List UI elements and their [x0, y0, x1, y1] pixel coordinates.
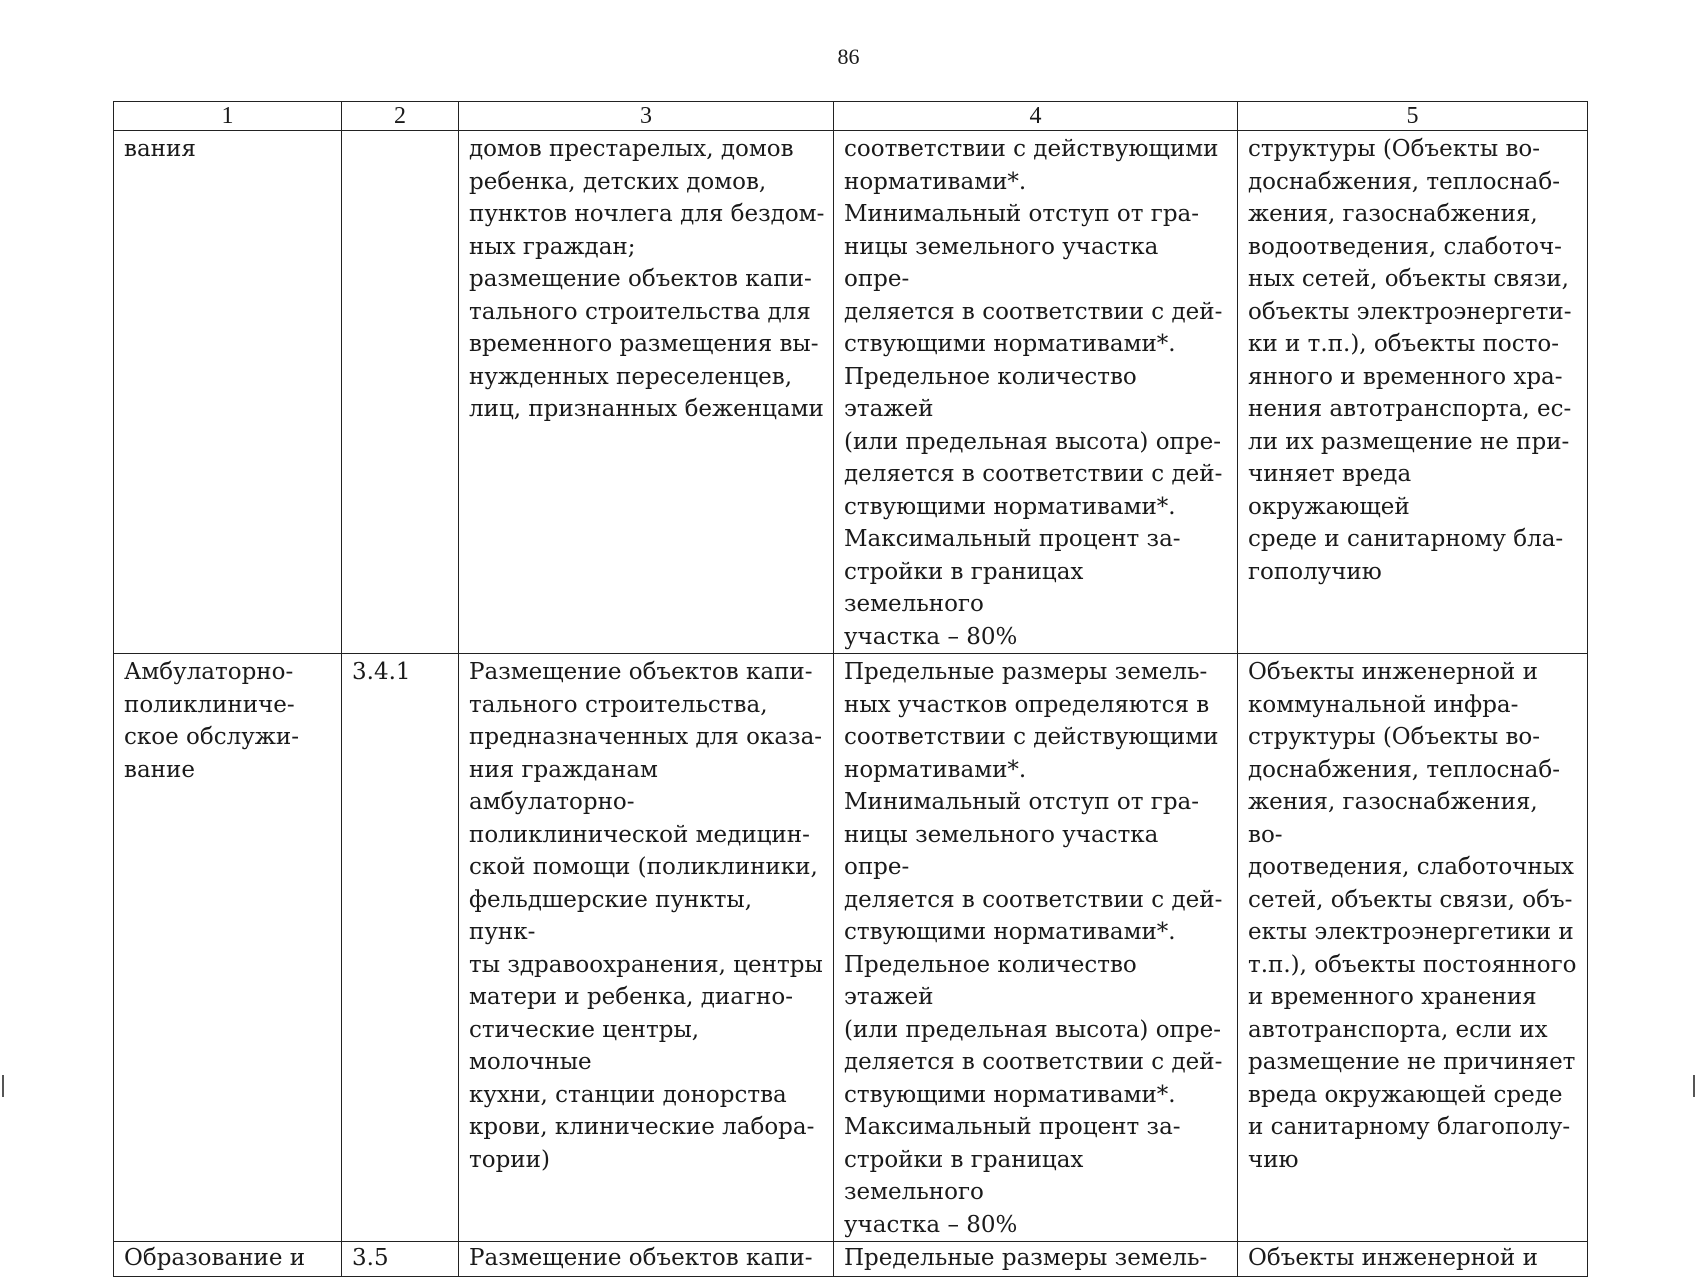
- cell-use-description: Размещение объектов капи-: [459, 1242, 834, 1277]
- table-row-continued: [114, 131, 1588, 654]
- cell-use-code: [342, 131, 459, 654]
- cell-use-name: Амбулаторно- поликлиниче- ское обслужи- вание: [114, 654, 342, 1242]
- cell-use-code: 3.5: [342, 1242, 459, 1277]
- cell-auxiliary-uses: Объекты инженерной и коммунальной инфра- структуры (Объекты во- доснабжения, теплоснаб- жения, газоснабжения, во- доотведения, слаботочных сетей, объекты связи, объ- екты электроэнергетики и т.п.), объекты постоянного и временного хранения автотранспорта, если их размещение не причиняет вреда окружающей среде и санитарному благополу- чию: [1238, 654, 1588, 1242]
- cell-use-name: Образование и: [114, 1242, 342, 1277]
- column-number-2: 2: [342, 102, 459, 131]
- page-number: 86: [837, 44, 860, 69]
- cell-use-description: Размещение объектов капи- тального строительства, предназначенных для оказа- ния гражданам амбулаторно- поликлинической медицин- ской помощи (поликлиники, фельдшерские пункты, пунк- ты здравоохранения, центры матери и ребенка, диагно- стические центры, молочные кухни, станции донорства крови, клинические лабора- тории): [459, 654, 834, 1242]
- cell-limit-parameters: Предельные размеры земель-: [834, 1242, 1238, 1277]
- cell-auxiliary-uses: структуры (Объекты во- доснабжения, теплоснаб- жения, газоснабжения, водоотведения, слаботоч- ных сетей, объекты связи, объекты электроэнергети- ки и т.п.), объекты посто- янного и временного хра- нения автотранспорта, ес- ли их размещение не при- чиняет вреда окружающей среде и санитарному бла- гополучию: [1238, 131, 1588, 654]
- cell-auxiliary-uses: Объекты инженерной и: [1238, 1242, 1588, 1277]
- cell-use-code: 3.4.1: [342, 654, 459, 1242]
- column-number-4: 4: [834, 102, 1238, 131]
- column-number-1: 1: [114, 102, 342, 131]
- table-row-ambulatory: [114, 654, 1588, 1242]
- cell-use-description: домов престарелых, домов ребенка, детских домов, пунктов ночлега для бездом- ных граждан; размещение объектов капи- тального строительства для временного размещения вы- нужденных переселенцев, лиц, признанных беженцами: [459, 131, 834, 654]
- column-number-3: 3: [459, 102, 834, 131]
- scan-edge-mark-left: [2, 1075, 4, 1097]
- cell-limit-parameters: соответствии с действующими нормативами*. Минимальный отступ от гра- ницы земельного участка опре- деляется в соответствии с дей- ствующими нормативами*. Предельное количество этажей (или предельная высота) опре- деляется в соответствии с дей- ствующими нормативами*. Максимальный процент за- стройки в границах земельного участка – 80%: [834, 131, 1238, 654]
- cell-use-name: вания: [114, 131, 342, 654]
- table-header-row: [114, 102, 1588, 131]
- cell-limit-parameters: Предельные размеры земель- ных участков определяются в соответствии с действующими нормативами*. Минимальный отступ от гра- ницы земельного участка опре- деляется в соответствии с дей- ствующими нормативами*. Предельное количество этажей (или предельная высота) опре- деляется в соответствии с дей- ствующими нормативами*. Максимальный процент за- стройки в границах земельного участка – 80%: [834, 654, 1238, 1242]
- scan-edge-mark-right: [1693, 1075, 1695, 1097]
- land-use-table: [113, 101, 1588, 1277]
- table-row-education: [114, 1242, 1588, 1277]
- column-number-5: 5: [1238, 102, 1588, 131]
